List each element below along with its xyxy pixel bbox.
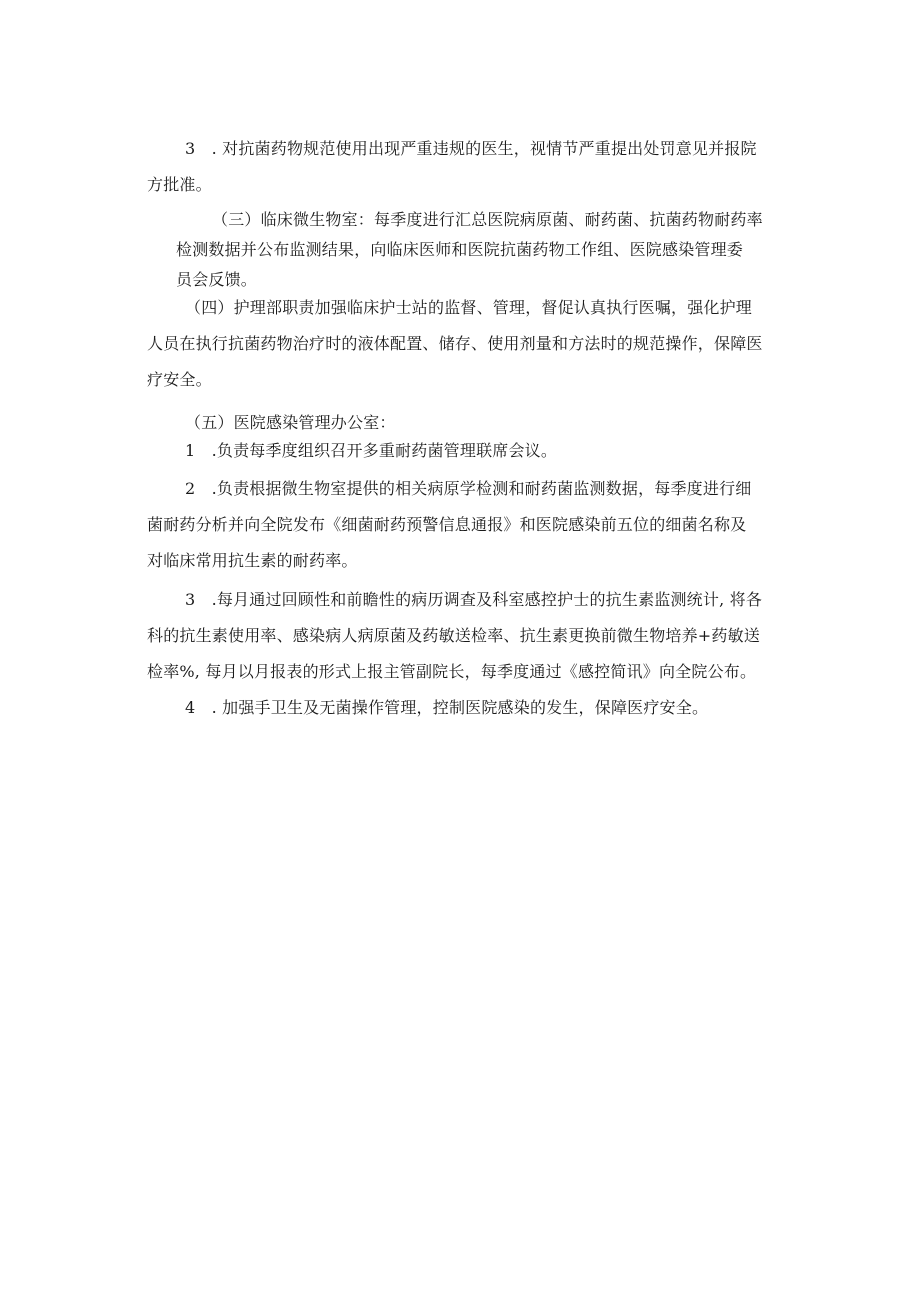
paragraph-item-2-resistance-report (147, 471, 752, 579)
text-line: 3 . 对抗菌药物规范使用出现严重违规的医生，视情节严重提出处罚意见并报院 (185, 139, 757, 158)
text-line: 科的抗生素使用率、感染病人病原菌及药敏送检率、抗生素更换前微生物培养+药敏送 (147, 626, 761, 645)
text-line: 2 .负责根据微生物室提供的相关病原学检测和耐药菌监测数据，每季度进行细 (185, 479, 752, 498)
paragraph-item-4-hand-hygiene (185, 690, 708, 726)
paragraph-nursing-department (147, 290, 763, 398)
text-line: （五）医院感染管理办公室： (185, 413, 396, 432)
text-line: 3 .每月通过回顾性和前瞻性的病历调查及科室感控护士的抗生素监测统计, 将各 (185, 590, 763, 609)
paragraph-item-1-meeting (185, 436, 557, 466)
paragraph-item-3-monthly-monitoring (147, 582, 763, 690)
paragraph-item-3-violation (147, 131, 757, 203)
text-line: 方批准。 (147, 175, 212, 194)
text-line: 员会反馈。 (176, 270, 258, 289)
text-line: 检率%, 每月以月报表的形式上报主管副院长，每季度通过《感控简讯》向全院公布。 (147, 662, 757, 681)
section-heading-infection-office (185, 408, 396, 438)
paragraph-microbiology-lab (176, 205, 763, 295)
text-line: （四）护理部职责加强临床护士站的监督、管理，督促认真执行医嘱，强化护理 (185, 298, 753, 317)
text-line: 人员在执行抗菌药物治疗时的液体配置、储存、使用剂量和方法时的规范操作，保障医 (147, 334, 763, 353)
text-line: 对临床常用抗生素的耐药率。 (147, 551, 358, 570)
text-line: （三）临床微生物室：每季度进行汇总医院病原菌、耐药菌、抗菌药物耐药率 (212, 210, 763, 229)
text-line: 检测数据并公布监测结果，向临床医师和医院抗菌药物工作组、医院感染管理委 (176, 240, 744, 259)
text-line: 1 .负责每季度组织召开多重耐药菌管理联席会议。 (185, 441, 558, 460)
text-line: 疗安全。 (147, 370, 212, 389)
text-line: 菌耐药分析并向全院发布《细菌耐药预警信息通报》和医院感染前五位的细菌名称及 (147, 515, 747, 534)
text-line: 4 . 加强手卫生及无菌操作管理，控制医院感染的发生，保障医疗安全。 (185, 698, 709, 717)
